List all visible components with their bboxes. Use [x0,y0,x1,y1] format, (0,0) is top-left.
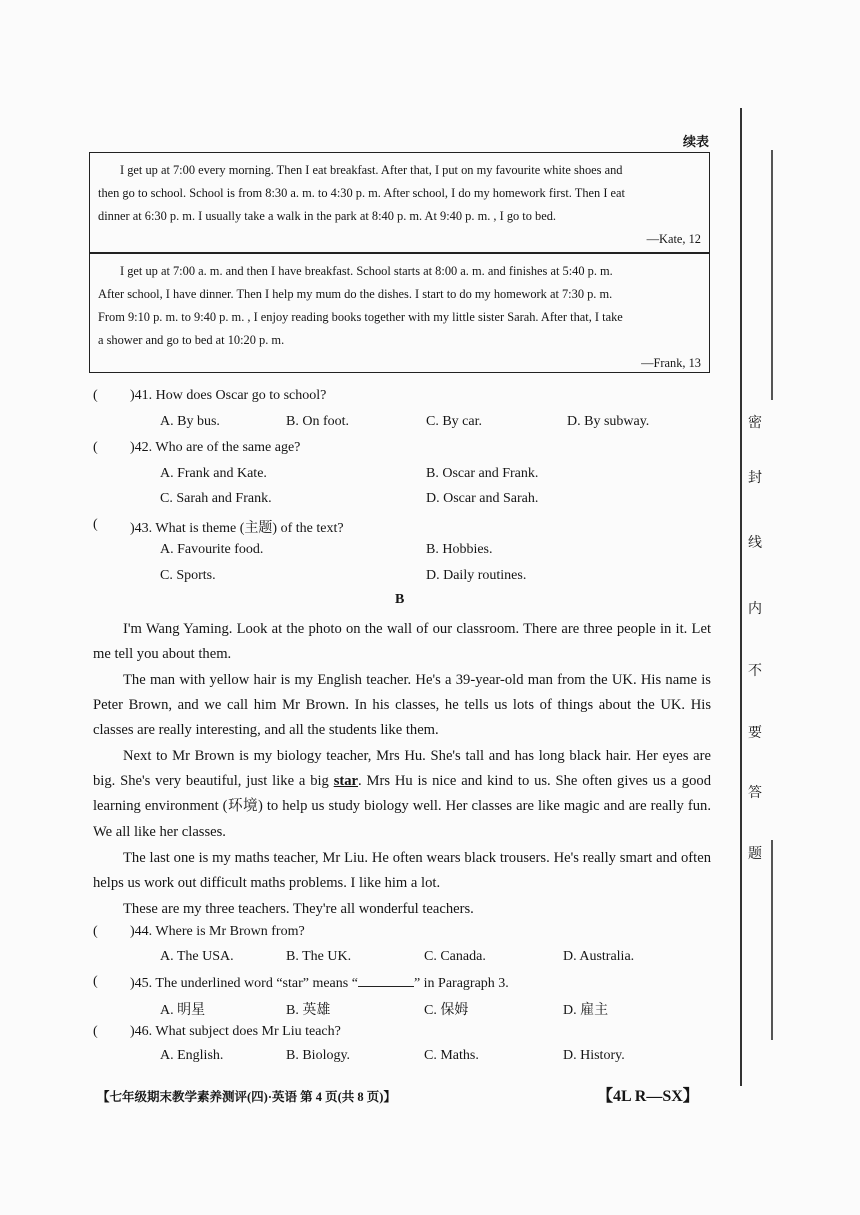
passage-line: After school, I have dinner. Then I help my mum do the dishes. I start to do my homework at 7:30 p. m. [98,287,613,301]
seal-char: 线 [748,535,762,551]
question-46: )46. What subject does Mr Liu teach? [130,1024,341,1039]
margin-line [771,150,773,400]
passage-line: I get up at 7:00 every morning. Then I eat breakfast. After that, I put on my favourite white shoes and [120,163,623,177]
passage-line: then go to school. School is from 8:30 a. m. to 4:30 p. m. After school, I do my homework first. Then I eat [98,186,625,200]
passage-line: a shower and go to bed at 10:20 p. m. [98,333,285,347]
paragraph-3 [93,744,711,845]
seal-char: 题 [748,846,762,862]
option-c[interactable]: C. 保姆 [424,1003,469,1018]
passage-line: I get up at 7:00 a. m. and then I have breakfast. School starts at 8:00 a. m. and finishes at 5:40 p. m. [120,264,613,278]
question-43: )43. What is theme (主题) of the text? [130,521,344,536]
passage-box-frank [89,253,710,373]
option-c[interactable]: C. By car. [426,414,482,429]
answer-paren[interactable]: ( [93,440,98,455]
option-c[interactable]: C. Canada. [424,949,486,964]
signature: —Frank, 13 [641,356,701,370]
continued-label: 续表 [683,134,710,149]
option-b[interactable]: B. Hobbies. [426,542,493,557]
answer-paren[interactable]: ( [93,1024,98,1039]
seal-char: 要 [748,725,762,741]
option-d[interactable]: D. Oscar and Sarah. [426,491,539,506]
seal-char: 密 [748,415,762,431]
seal-line [740,108,742,1086]
option-a[interactable]: A. The USA. [160,949,234,964]
question-41: )41. How does Oscar go to school? [130,388,327,403]
paragraph-4: The last one is my maths teacher, Mr Liu. He often wears black trousers. He's really smart and often helps us work out difficult maths problems. I like him a lot. [93,850,711,892]
option-c[interactable]: C. Sports. [160,568,216,583]
option-a[interactable]: A. By bus. [160,414,220,429]
option-c[interactable]: C. Maths. [424,1048,479,1063]
question-45-after: ” in Paragraph 3. [413,976,509,991]
option-c[interactable]: C. Sarah and Frank. [160,491,272,506]
paragraph-3-after: . Mrs Hu is nice and kind to us. She often gives us a good learning environment (环境) to help us study biology well. Her classes are like magic and are really fun. We all like her classes. [93,773,711,840]
paragraph-2: The man with yellow hair is my English teacher. He's a 39-year-old man from the UK. His name is Peter Brown, and we call him Mr Brown. In his classes, he tells us lots of things about the UK. His classes are really interesting, and all the students like them. [93,672,711,739]
seal-char: 内 [748,601,762,617]
question-45 [130,974,509,992]
option-b[interactable]: B. 英雄 [286,1003,331,1018]
page-footer: 【七年级期末教学素养测评(四)·英语 第 4 页(共 8 页)】 [97,1090,396,1104]
passage-line: dinner at 6:30 p. m. I usually take a walk in the park at 8:40 p. m. At 9:40 p. m. , I go to bed. [98,209,557,223]
option-d[interactable]: D. History. [563,1048,625,1063]
option-b[interactable]: B. The UK. [286,949,352,964]
section-heading: B [395,592,405,607]
seal-char: 封 [748,470,762,486]
underlined-word: star [333,773,359,790]
passage-box-kate [89,152,710,253]
option-d[interactable]: D. By subway. [567,414,650,429]
seal-char: 答 [748,785,762,801]
option-d[interactable]: D. Daily routines. [426,568,527,583]
answer-paren[interactable]: ( [93,517,98,532]
question-44: )44. Where is Mr Brown from? [130,924,305,939]
paper-code: 【4L R—SX】 [597,1088,699,1105]
paragraph-1: I'm Wang Yaming. Look at the photo on the wall of our classroom. There are three people in it. Let me tell you about them. [93,621,711,663]
seal-char: 不 [748,663,762,679]
signature: —Kate, 12 [646,232,701,246]
option-b[interactable]: B. Oscar and Frank. [426,466,539,481]
option-b[interactable]: B. On foot. [286,414,349,429]
answer-paren[interactable]: ( [93,974,98,989]
option-d[interactable]: D. 雇主 [563,1003,609,1018]
option-a[interactable]: A. English. [160,1048,224,1063]
paragraph-3-before: Next to Mr Brown is my biology teacher, Mrs Hu. She's tall and has long black hair. Her eyes are big. She's very beautiful, just like a big [93,748,711,790]
option-a[interactable]: A. 明星 [160,1003,206,1018]
margin-line [771,840,773,1040]
option-a[interactable]: A. Frank and Kate. [160,466,267,481]
question-45-before: )45. The underlined word “star” means “ [130,976,358,991]
answer-paren[interactable]: ( [93,388,98,403]
passage-line: From 9:10 p. m. to 9:40 p. m. , I enjoy reading books together with my little sister Sarah. After that, I take [98,310,623,324]
option-b[interactable]: B. Biology. [286,1048,351,1063]
option-d[interactable]: D. Australia. [563,949,635,964]
option-a[interactable]: A. Favourite food. [160,542,264,557]
answer-blank[interactable] [358,974,414,987]
answer-paren[interactable]: ( [93,924,98,939]
question-42: )42. Who are of the same age? [130,440,301,455]
paragraph-5: These are my three teachers. They're all wonderful teachers. [123,901,474,917]
